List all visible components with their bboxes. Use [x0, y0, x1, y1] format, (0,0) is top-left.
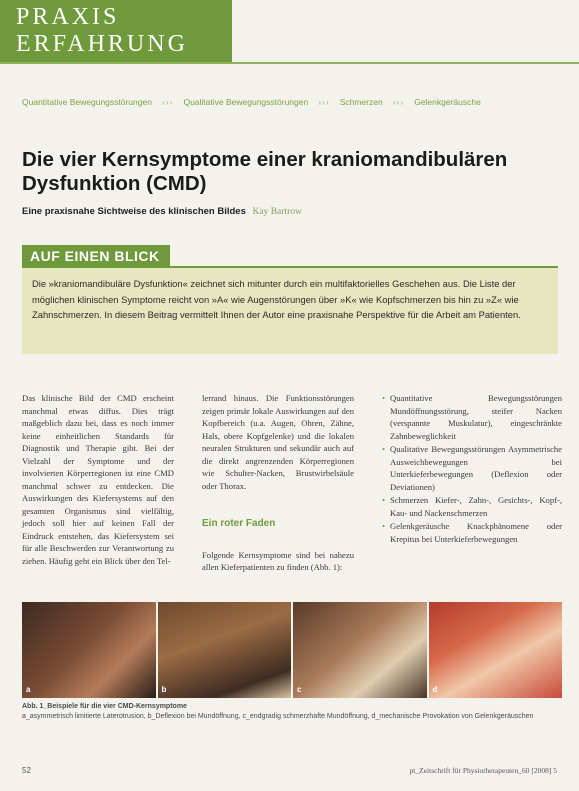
- section-title-line2: ERFAHRUNG: [16, 31, 188, 57]
- nav-separator: ›››: [392, 97, 405, 107]
- nav-item-qualitative[interactable]: Qualitative Bewegungsstörungen: [183, 97, 309, 107]
- photo-label: a: [26, 685, 31, 694]
- photo-a: [22, 602, 156, 698]
- nav-item-gelenkgeraeusche[interactable]: Gelenkgeräusche: [414, 97, 481, 107]
- photo-label: c: [297, 685, 302, 694]
- photo-d: [429, 602, 563, 698]
- body-paragraph: lerrand hinaus. Die Funktionsstörungen zeigen primär lokale Auswirkungen auf den Kopfbereich (u.a. Augen, Ohren, Zähne, Hals, obere Kopfgelenke) und die lokalen neuralen Strukturen und sekundär auch auf die direkt angrenzenden Körperregionen wie Schulter-Nacken, Brustwirbelsäule oder Thorax.: [202, 393, 354, 491]
- figure-photos: [22, 602, 562, 698]
- body-column-1: Das klinische Bild der CMD erscheint manchmal etwas diffus. Dies trägt maßgeblich dazu bei, dass es noch immer keine einheitlichen Standards für Diagnostik und Therapie gibt. Bei der Vielzahl der Symptome und der involvierten Körperregionen ist eine CMD manchmal schwer zu entdecken. Die Auswirkungen des Kiefersystems auf den gesamten Organismus sind vielfältig, jedoch soll hier auf keinen Fall der Eindruck entstehen, das Kiefersystem sei für alle Beschwerden zur Verantwortung zu ziehen. Häufig geht ein Blick über den Tel-: [22, 393, 174, 566]
- nav-item-quantitative[interactable]: Quantitative Bewegungsstörungen: [22, 97, 152, 107]
- nav-item-schmerzen[interactable]: Schmerzen: [339, 97, 383, 107]
- caption-text: a_asymmetrisch limitierte Laterotrusion, b_Deflexion bei Mundöffnung, c_endgradig schmerzhafte Mundöffnung, d_mechanische Provokation von Gelenkgeräuschen: [22, 712, 534, 720]
- list-item: • Qualitative Bewegungsstörungen Asymmetrische Ausweichbewegungen bei Unterkieferbewegungen (Deflexion oder Deviationen): [382, 443, 562, 493]
- body-paragraph: Folgende Kernsymptome sind bei nahezu allen Kieferpatienten zu finden (Abb. 1):: [202, 549, 354, 572]
- header-rule: [0, 62, 579, 64]
- summary-label: AUF EINEN BLICK: [22, 245, 170, 267]
- list-item: • Quantitative Bewegungsstörungen Mundöffnungsstörung, steifer Nacken (verspannte Muskulatur), eingeschränkte Zahnbeweglichkeit: [382, 392, 562, 442]
- section-header: [0, 0, 232, 62]
- figure-caption: [22, 702, 562, 721]
- photo-label: d: [432, 685, 438, 694]
- journal-reference: pt_Zeitschrift für Physiotherapeuten_60 [2008] 5: [409, 766, 557, 775]
- page-number: 52: [22, 766, 31, 775]
- section-subheading: Ein roter Faden: [202, 518, 276, 529]
- article-subtitle: Eine praxisnahe Sichtweise des klinischen Bildes: [22, 206, 246, 217]
- nav-separator: ›››: [161, 97, 174, 107]
- article-author: Kay Bartrow: [252, 207, 302, 217]
- list-item: • Schmerzen Kiefer-, Zahn-, Gesichts-, Kopf-, Kau- und Nackenschmerzen: [382, 494, 562, 519]
- section-title-line1: PRAXIS: [16, 4, 120, 30]
- article-title: Die vier Kernsymptome einer kraniomandibulären Dysfunktion (CMD): [22, 148, 508, 195]
- topic-navigation: [22, 97, 562, 107]
- summary-text: Die »kraniomandibuläre Dysfunktion« zeichnet sich mitunter durch ein multifaktorielles Geschehen aus. Die Liste der möglichen klinischen Symptome reicht von »A« wie Augenstörungen über »K« wie Kopfschmerzen bis hin zu »Z« wie Zahnschmerzen. In diesem Beitrag vermittelt Ihnen der Autor eine praxisnahe Perspektive für die Arbeit am Patienten.: [22, 268, 558, 354]
- body-column-3: [382, 392, 562, 546]
- list-item: • Gelenkgeräusche Knackphänomene oder Krepitus bei Unterkieferbewegungen: [382, 520, 562, 545]
- page-footer: [0, 758, 579, 782]
- photo-label: b: [161, 685, 167, 694]
- article-subtitle-line: [22, 206, 302, 217]
- caption-title: Abb. 1_Beispiele für die vier CMD-Kernsymptome: [22, 703, 187, 710]
- photo-c: [293, 602, 427, 698]
- nav-separator: ›››: [318, 97, 330, 107]
- photo-b: [158, 602, 292, 698]
- body-column-2: [202, 392, 354, 574]
- symptom-list: [382, 392, 562, 545]
